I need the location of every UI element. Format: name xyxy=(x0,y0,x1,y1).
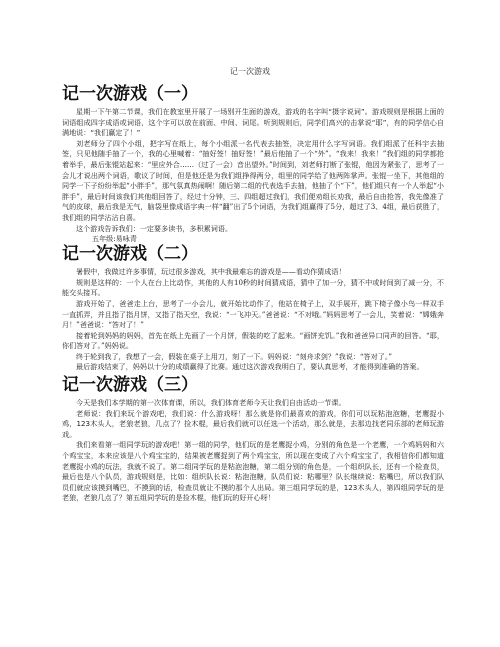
section-3 xyxy=(62,375,444,504)
paragraph: 老师说：我们来玩个游戏吧，我们说：什么游戏呀！那么就是你们最喜欢的游戏，你们可以玩粘泡泡糖，老鹰捉小鸡，123木头人，老狼老狼，几点了？捡木棍，最后我们就可以任选一个活动，那么就是，去那边找老同乐部的老师玩游戏。 xyxy=(62,408,444,439)
section-heading: 记一次游戏（一） xyxy=(62,84,198,104)
document-title: 记一次游戏 xyxy=(230,67,270,76)
paragraph: 星期一下午第二节课，我们在教室里开展了一场别开生面的游戏，游戏的名字叫“摄字说词”。游戏规则是根据上面的词语组成四字成语或词语，这个字可以放在前面、中间、词尾。听到规则后，同学们高兴的击掌说“耶”，有的同学信心自满地说：“我们赢定了！” xyxy=(62,107,444,138)
section-1 xyxy=(62,84,444,244)
paragraph: 游戏开始了，爸爸走上台，思考了一小会儿，就开始比动作了，他站在椅子上，双手展开，跳下椅子像小鸟一样双手一直抓弄，并且指了指月饼，又指了指天空，我说：“一飞冲天。”爸爸说：“不对哦。”妈妈思考了一会儿，笑着说：“嫦娥奔月！”爸爸说：“答对了！” xyxy=(62,298,444,330)
paragraph: 暑假中，我做过许多事情，玩过很多游戏，其中我最难忘的游戏是——看动作猜成语！ xyxy=(76,267,346,277)
paragraph: 接着轮到妈妈的妈妈，首先在纸上先画了一个月饼，假装的吃了起来。“画饼充饥。”我和爸爸异口同声的回答。“耶，你们答对了。”妈妈说。 xyxy=(62,330,444,351)
section-heading: 记一次游戏（三） xyxy=(62,375,198,396)
paragraph: 今天是我们本学期的第一次体育课，所以，我们体育老师今天让我们自由活动一节课。 xyxy=(76,398,346,408)
paragraph: 刘老师分了四个小组，把字写在纸上，每个小组派一名代表去抽签，决定用什么字写词语。我们组派了任科宇去抽签，只见他随手抽了一个，我的心里喊着：“抽好签！抽好签！”最后他抽了一个“外”。“我来！我来！”我们组的同学都抢着举手，最后张锟站起来：“里应外合……（过了一会）音出望外。”时间到，刘老师打断了张锟，他因为紧张了，思考了一会儿才说出两个词语，歌议了时间，但是他还是为我们组挣得两分，组里的同学给了他两阵掌声。张锟一坐下，其他组的同学一下子纷纷举起“小胖手”，那气氛真热闹啊！随后第二组的代表选手去抽，他抽了个“下”，他们组只有一个人举起“小胖手”，最后时间该我们其他组回答了，经过十分钟，三、四组超过我们，我们便劝组长劝我，最后自由抢答，我先像准了气的皮球，最后我是无气，脑袋里像成语字典一样“翻”出了5个词语，为我们组赢得了5分，超过了3、4组，最后获胜了，我们组的同学沾沾自喜。 xyxy=(62,138,444,222)
paragraph: 最后游戏结束了，妈妈以十分的成绩赢得了比赛。通过这次游戏我明白了，要认真思考，才能得到准确的答案。 xyxy=(76,362,424,372)
paragraph: 这个游戏告诉我们：一定要多读书，多积累词语。 xyxy=(76,223,233,233)
paragraph: 规则是这样的：一个人在台上比动作，其他的人有10秒的时间猜成语，猜中了加一分，猜不中或时间到了减一分，不能交头接耳。 xyxy=(62,277,444,298)
paragraph: 终于轮到我了，我想了一会，假装在桌子上用刀，刻了一下。妈妈说：“刻舟求剑？”我说：“答对了。” xyxy=(76,351,392,361)
author-signature: 五年级:易咏青 xyxy=(92,234,137,244)
document-body xyxy=(62,84,444,504)
section-2 xyxy=(62,244,444,373)
paragraph: 我们来看第一组同学玩的游戏吧！第一组的同学，他们玩的是老鹰捉小鸡，分别的角色是一个老鹰，一个鸡妈妈和六个鸡宝宝，本来应该是八个鸡宝宝的，结果被老鹰捉到了两个鸡宝宝，所以现在变成了六个鸡宝宝了，我相信你们都知道老鹰捉小鸡的玩法，我就不说了。第二组同学玩的是粘泡泡糖，第二组分别的角色是，一个组织队长，还有一个检查员，最后也是八个队员，游戏规则是，比如：组织队长说：粘泡泡糖，队员们说：粘哪里？队长继续说：粘嘴巴，所以我们队员们就应该摸到嘴巴，不摸到的话，检查员就让不摸的那个人出局。第三组同学玩的是，123木头人，第四组同学玩的是老狼，老狼几点了？第五组同学玩的是捡木棍，他们玩的好开心呀！ xyxy=(62,440,444,503)
section-heading: 记一次游戏（二） xyxy=(62,244,198,265)
